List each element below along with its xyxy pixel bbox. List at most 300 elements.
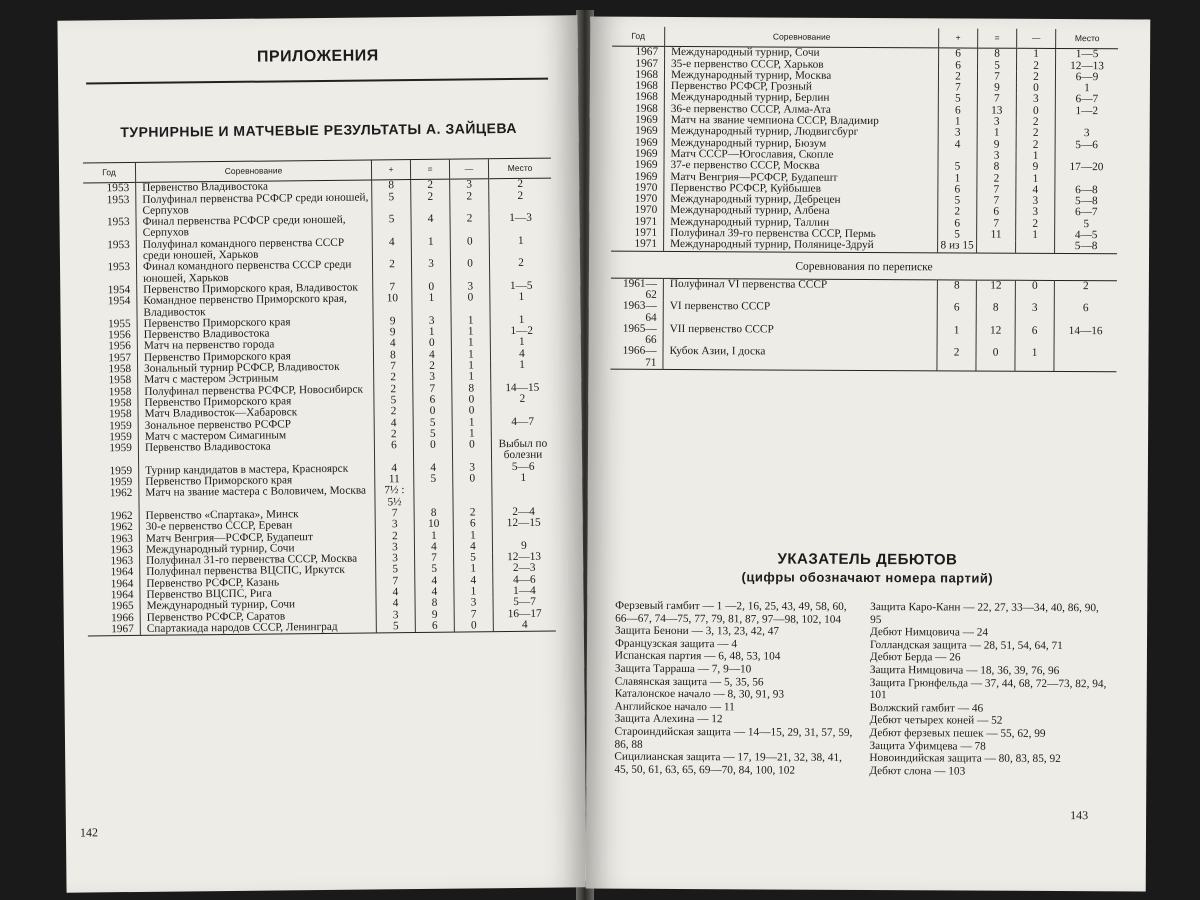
row-year: 1971	[634, 226, 658, 239]
row-place: 1	[491, 360, 554, 372]
row-draws: 5	[414, 474, 453, 486]
correspondence-title: Соревнования по переписке	[611, 250, 1117, 280]
row-competition: Полуфинал 39-го первенства СССР, Пермь	[664, 228, 938, 241]
row-wins: 5	[372, 192, 411, 215]
row-losses: 3	[450, 179, 489, 191]
row-place: 1	[1055, 83, 1118, 95]
row-losses: 3	[453, 462, 492, 474]
row-competition: Матч на первенство города	[137, 339, 373, 353]
row-place: 1	[489, 235, 552, 258]
row-draws: 3	[977, 151, 1016, 163]
row-year: 1969	[634, 147, 658, 160]
continued-table-body	[611, 46, 1118, 252]
row-year: 1962	[110, 521, 133, 534]
col-draws: =	[410, 160, 449, 180]
row-losses: 4	[1016, 185, 1055, 197]
row-losses: 1	[452, 360, 491, 372]
row-year: 1968	[635, 91, 658, 104]
row-competition: Полуфинал первенства РСФСР среди юношей, Серпухов	[136, 192, 372, 217]
row-draws: 7	[977, 71, 1016, 83]
row-losses: 1	[1016, 230, 1055, 242]
index-entry: Сицилианская защита — 17, 19—21, 32, 38, 41, 45, 50, 61, 63, 65, 69—70, 84, 100, 102	[614, 750, 842, 777]
index-entry: Английское начало — 11	[614, 700, 735, 714]
row-place: 17—20	[1055, 162, 1118, 174]
row-wins: 8	[937, 280, 976, 303]
index-entry: Дебют Берда — 26	[869, 651, 961, 664]
row-losses: 3	[451, 281, 490, 293]
row-draws: 4	[412, 349, 451, 361]
row-competition: Полуфинал первенства ВЦСПС, Иркутск	[140, 565, 376, 579]
row-competition: Международный турнир, Таллин	[664, 217, 938, 230]
row-losses: 1	[1015, 348, 1054, 371]
row-wins: 2	[372, 259, 411, 282]
row-wins: 2	[374, 406, 413, 418]
row-losses: 1	[452, 428, 491, 440]
row-place: 2	[491, 394, 554, 406]
row-place: 3	[1055, 128, 1118, 140]
row-place: 2	[489, 178, 552, 190]
row-wins: 6	[938, 218, 977, 230]
row-wins: 5	[374, 395, 413, 407]
row-competition: Матч с мастером Симагиным	[138, 429, 374, 443]
row-competition: Международный турнир, Сочи	[140, 599, 376, 613]
row-year: 1963—64	[622, 299, 657, 324]
row-place: 4—5	[1055, 230, 1118, 242]
row-competition: Матч Венгрия—РСФСР, Будапешт	[664, 171, 938, 184]
row-wins: 5	[938, 229, 977, 241]
row-draws: 7	[977, 94, 1016, 106]
row-competition: Международный турнир, Албена	[664, 205, 938, 218]
row-competition: Финал командного первенства СССР среди юношей, Харьков	[136, 260, 372, 285]
row-wins: 7½ : 5½	[375, 485, 414, 508]
index-entry: Защита Грюнфельда — 37, 44, 68, 72—73, 82, 94, 101	[869, 676, 1107, 702]
row-competition: Финал первенства РСФСР среди юношей, Серпухов	[136, 215, 372, 240]
row-losses: 3	[1016, 94, 1055, 106]
index-entry: Дебют четырех коней — 52	[869, 714, 1003, 728]
row-draws: 7	[977, 218, 1016, 230]
row-place: 9	[492, 540, 555, 552]
row-losses: 0	[454, 620, 493, 632]
table-row	[610, 346, 1116, 371]
row-draws: 3	[411, 259, 450, 282]
row-place: 1	[490, 292, 553, 315]
row-draws: 1	[412, 327, 451, 339]
row-losses: 4	[454, 575, 493, 587]
row-draws: 6	[413, 395, 452, 407]
row-draws: 3	[412, 316, 451, 328]
row-losses: 2	[1016, 128, 1055, 140]
row-draws: 13	[977, 105, 1016, 117]
row-draws: 5	[413, 417, 452, 429]
row-draws: 4	[415, 587, 454, 599]
index-entry: Дебют ферзевых пешек — 55, 62, 99	[869, 726, 1046, 740]
row-year: 1964	[110, 588, 134, 602]
row-place: 4	[493, 619, 556, 631]
right-page	[586, 17, 1151, 892]
row-year: 1966—71	[622, 345, 657, 369]
row-year: 1959	[109, 442, 132, 455]
row-draws: 9	[977, 83, 1016, 95]
row-losses: 1	[454, 564, 493, 576]
row-draws: 7	[977, 196, 1016, 208]
row-year: 1958	[108, 374, 132, 387]
row-draws: 8	[977, 162, 1016, 174]
row-year: 1956	[108, 329, 131, 342]
row-year: 1958	[108, 396, 132, 410]
continued-table	[611, 27, 1118, 253]
row-wins: 9	[373, 327, 412, 339]
row-draws: 8	[976, 303, 1015, 326]
row-wins: 8 из 15	[938, 241, 977, 253]
row-place: 1—5	[490, 281, 553, 293]
row-competition: Международный турнир, Берлин	[664, 92, 938, 105]
row-draws: 7	[413, 383, 452, 395]
row-place: 1—3	[489, 213, 552, 236]
index-entry: Защита Каро-Канн — 22, 27, 33—34, 40, 86, 90, 95	[870, 601, 1099, 626]
row-losses: 0	[452, 405, 491, 417]
row-wins: 4	[375, 463, 414, 475]
row-losses: 2	[1016, 139, 1055, 151]
row-competition: Международный турнир, Москва	[664, 70, 938, 83]
row-draws: 0	[413, 440, 452, 463]
row-wins: 6	[939, 48, 978, 60]
row-place: 5	[1055, 219, 1118, 231]
row-draws: 0	[412, 338, 451, 350]
row-competition: Полуфинал командного первенства СССР среди юношей, Харьков	[136, 237, 372, 262]
row-losses: 2	[450, 213, 489, 236]
row-year: 1970	[634, 181, 658, 194]
row-draws: 3	[977, 117, 1016, 129]
index-entry: Дебют слона — 103	[869, 764, 966, 778]
row-losses: 6	[1015, 326, 1054, 349]
row-year: 1966	[111, 611, 134, 624]
row-wins: 2	[938, 207, 977, 219]
col-losses: —	[449, 159, 488, 179]
results-table-wrap	[83, 158, 556, 637]
row-place: 12—15	[492, 518, 555, 530]
row-losses	[453, 485, 492, 508]
row-losses: 1	[1017, 49, 1056, 61]
header-rule	[86, 78, 548, 85]
row-place: 14—16	[1054, 326, 1117, 349]
results-table-title: ТУРНИРНЫЕ И МАТЧЕВЫЕ РЕЗУЛЬТАТЫ А. ЗАЙЦЕВА	[120, 119, 518, 141]
row-losses: 2	[1016, 219, 1055, 231]
row-place: 5—7	[493, 597, 556, 609]
row-year: 1953	[107, 261, 131, 274]
col-place: Место	[488, 159, 551, 179]
row-competition: Матч Владивосток—Хабаровск	[138, 407, 374, 421]
row-year: 1959	[109, 430, 132, 444]
row-competition: Первенство Владивостока	[136, 180, 372, 194]
row-losses	[1016, 241, 1055, 253]
row-place: 12—13	[493, 552, 556, 564]
openings-index-subtitle: (цифры обозначают номера партий)	[741, 569, 994, 586]
row-place: 2	[489, 258, 552, 281]
openings-index-right-column	[869, 601, 1111, 779]
row-wins: 2	[375, 531, 414, 543]
row-place: 1	[490, 314, 553, 326]
row-wins: 3	[375, 542, 414, 554]
row-draws: 0	[412, 282, 451, 294]
col-wins: +	[939, 28, 978, 48]
row-place: 2—3	[493, 563, 556, 575]
row-wins: 5	[938, 162, 977, 174]
row-wins: 3	[938, 128, 977, 140]
row-wins: 6	[937, 303, 976, 326]
row-draws: 2	[977, 173, 1016, 185]
row-draws: 8	[414, 508, 453, 520]
row-competition: 36-е первенство СССР, Алма-Ата	[664, 104, 938, 117]
row-year: 1959	[109, 419, 132, 432]
index-entry: Защита Тарраша — 7, 9—10	[614, 662, 752, 676]
row-losses: 0	[452, 439, 491, 462]
index-entry: Голландская защита — 28, 51, 54, 64, 71	[869, 638, 1063, 652]
correspondence-table-body	[610, 278, 1116, 372]
row-place: 6—7	[1055, 94, 1118, 106]
col-draws: =	[978, 29, 1017, 49]
row-wins: 4	[376, 598, 415, 610]
row-year: 1967	[635, 46, 659, 59]
row-competition: Полуфинал первенства РСФСР, Новосибирск	[138, 384, 374, 398]
row-draws: 7	[415, 553, 454, 565]
col-year: Год	[83, 163, 136, 183]
row-competition: Матч с мастером Эстриным	[138, 373, 374, 387]
row-place: 12—13	[1056, 61, 1119, 73]
row-competition: Международный турнир, Людвигсбург	[664, 126, 938, 139]
openings-index-title: УКАЗАТЕЛЬ ДЕБЮТОВ	[777, 550, 958, 569]
row-competition: Первенство Приморского края	[139, 474, 375, 488]
col-losses: —	[1017, 29, 1056, 49]
row-year: 1971	[634, 215, 658, 228]
col-wins: +	[371, 160, 410, 180]
row-losses: 1	[451, 315, 490, 327]
row-wins: 1	[938, 173, 977, 185]
row-wins: 2	[938, 71, 977, 83]
row-year: 1967	[635, 57, 659, 70]
row-draws: 11	[977, 230, 1016, 242]
row-wins: 6	[939, 60, 978, 72]
row-wins: 5	[372, 214, 411, 237]
row-wins: 3	[375, 519, 414, 531]
index-entry: Новоиндийская защита — 80, 83, 85, 92	[869, 752, 1061, 766]
row-draws: 2	[411, 191, 450, 214]
row-year: 1968	[635, 79, 658, 93]
row-competition: Зональное первенство РСФСР	[138, 418, 374, 432]
results-table-body	[83, 178, 556, 635]
row-draws: 9	[977, 139, 1016, 151]
row-year: 1957	[108, 351, 132, 364]
row-competition: VII первенство СССР	[663, 324, 937, 348]
page-number: 143	[1070, 808, 1089, 823]
row-wins: 2	[374, 429, 413, 441]
row-draws	[977, 241, 1016, 253]
row-place: 4	[490, 348, 553, 360]
row-place: 6	[1054, 303, 1117, 326]
row-draws: 6	[977, 207, 1016, 219]
row-draws: 5	[978, 60, 1017, 72]
row-competition: VI первенство СССР	[663, 301, 937, 325]
row-wins: 5	[376, 564, 415, 576]
row-draws: 3	[413, 372, 452, 384]
index-entry: Волжский гамбит — 46	[869, 701, 984, 715]
table-row	[88, 619, 556, 635]
results-table	[83, 159, 556, 636]
row-losses: 1	[454, 586, 493, 598]
row-competition: Первенство РСФСР, Куйбышев	[664, 183, 938, 196]
row-year: 1959	[109, 476, 133, 489]
row-competition: Матч на звание мастера с Воловичем, Москва	[139, 486, 375, 511]
row-competition: 37-е первенство СССР, Москва	[664, 160, 938, 173]
row-wins: 5	[938, 196, 977, 208]
row-losses: 0	[1015, 280, 1054, 303]
row-year: 1963	[110, 532, 133, 545]
row-year: 1953	[107, 238, 130, 252]
row-year: 1963	[110, 555, 134, 568]
row-draws: 5	[415, 564, 454, 576]
row-losses: 1	[451, 338, 490, 350]
index-entry: Защита Уфимцева — 78	[869, 739, 986, 753]
row-competition: Полуфинал 31-го первенства СССР, Москва	[140, 554, 376, 568]
row-wins: 2	[374, 372, 413, 384]
row-year: 1964	[110, 577, 134, 590]
row-draws: 12	[976, 280, 1015, 303]
row-wins: 6	[938, 105, 977, 117]
row-wins: 4	[373, 339, 412, 351]
row-place	[1054, 348, 1117, 371]
row-wins: 1	[938, 116, 977, 128]
row-draws: 4	[411, 214, 450, 237]
row-year: 1968	[635, 102, 658, 115]
row-competition: Международный турнир, Сочи	[139, 542, 375, 556]
row-competition: Зональный турнир РСФСР, Владивосток	[138, 362, 374, 376]
page-number: 142	[79, 825, 99, 840]
col-year: Год	[612, 27, 665, 47]
row-place: 14—15	[491, 382, 554, 394]
row-wins: 2	[937, 348, 976, 371]
row-competition: Полуфинал VI первенства СССР	[663, 278, 937, 303]
row-wins: 7	[375, 508, 414, 520]
row-place: 6—9	[1055, 72, 1118, 84]
row-draws: 8	[415, 598, 454, 610]
row-year: 1970	[634, 204, 658, 217]
row-draws: 1	[414, 530, 453, 542]
row-draws	[414, 485, 453, 508]
row-wins: 3	[376, 610, 415, 622]
openings-index-left-column	[614, 600, 856, 778]
row-draws: 1	[977, 128, 1016, 140]
row-year: 1969	[635, 125, 658, 138]
row-year: 1969	[634, 159, 658, 172]
row-year: 1967	[111, 622, 134, 636]
row-losses: 7	[454, 609, 493, 621]
row-year: 1961—62	[622, 277, 657, 301]
row-competition: Международный турнир, Сочи	[665, 47, 939, 60]
row-losses: 1	[451, 349, 490, 361]
row-competition: Первенство Приморского края	[138, 395, 374, 409]
index-entry: Каталонское начало — 8, 30, 91, 93	[614, 687, 785, 701]
row-place: 6—7	[1055, 207, 1118, 219]
row-place: 1	[490, 337, 553, 349]
row-losses: 1	[452, 417, 491, 429]
row-year: 1953	[106, 216, 130, 229]
row-place: 1—2	[1055, 106, 1118, 118]
row-year: 1965—66	[622, 322, 657, 347]
row-competition: Матч СССР—Югославия, Скопле	[664, 149, 938, 162]
row-wins: 5	[376, 621, 415, 633]
row-losses: 5	[454, 552, 493, 564]
appendix-header: ПРИЛОЖЕНИЯ	[256, 47, 379, 66]
index-entry: Защита Бенони — 3, 13, 23, 42, 47	[615, 624, 780, 638]
row-place: Выбыл по болезни	[491, 439, 554, 462]
row-wins: 8	[372, 180, 411, 192]
row-losses: 1	[1016, 173, 1055, 185]
row-year: 1971	[634, 238, 658, 251]
row-draws: 2	[413, 361, 452, 373]
row-competition: Первенство «Спартака», Минск	[139, 508, 375, 522]
row-year: 1964	[110, 566, 134, 579]
row-year: 1959	[109, 464, 133, 477]
row-competition: Первенство Приморского края, Владивосток	[137, 282, 373, 296]
row-competition: Международный турнир, Полянице-Здруй	[664, 239, 938, 252]
index-entry: Испанская партия — 6, 48, 53, 104	[614, 650, 781, 663]
row-place: 4—6	[493, 574, 556, 586]
row-year: 1953	[106, 182, 130, 195]
row-losses: 1	[452, 372, 491, 384]
row-losses: 6	[453, 518, 492, 530]
row-year: 1954	[107, 283, 131, 297]
row-competition: Первенство Владивостока	[138, 441, 374, 466]
row-place: 5—8	[1055, 196, 1118, 208]
row-wins: 7	[374, 361, 413, 373]
row-draws: 1	[411, 236, 450, 259]
row-draws: 4	[414, 462, 453, 474]
row-place: 1—4	[493, 586, 556, 598]
row-competition: Первенство РСФСР, Саратов	[140, 610, 376, 624]
row-draws: 8	[978, 48, 1017, 60]
row-draws: 2	[411, 179, 450, 191]
row-wins: 3	[376, 553, 415, 565]
row-losses: 0	[1016, 106, 1055, 118]
row-competition: Первенство Приморского края	[137, 350, 373, 364]
row-draws: 0	[413, 406, 452, 418]
row-place: 1	[492, 473, 555, 485]
row-losses: 0	[451, 292, 490, 315]
row-place: 5—8	[1055, 241, 1118, 253]
row-competition: Первенство РСФСР, Грозный	[664, 81, 938, 94]
row-losses: 9	[1016, 162, 1055, 174]
row-losses: 1	[1016, 151, 1055, 163]
row-year: 1958	[108, 385, 132, 398]
row-place: 1—5	[1056, 49, 1119, 61]
row-place: 6—8	[1055, 185, 1118, 197]
left-page	[57, 15, 586, 892]
row-competition: Спартакиада народов СССР, Ленинград	[140, 621, 376, 635]
row-competition: Матч на звание чемпиона СССР, Владимир	[664, 115, 938, 128]
row-draws: 9	[415, 609, 454, 621]
row-losses: 8	[452, 383, 491, 395]
row-wins: 1	[937, 325, 976, 348]
row-losses: 2	[450, 191, 489, 214]
col-competition: Соревнование	[665, 27, 939, 48]
row-losses: 2	[1017, 60, 1056, 72]
row-place: 2	[1054, 280, 1117, 303]
row-competition: Международный турнир, Бюзум	[664, 138, 938, 151]
row-place: 2	[489, 190, 552, 213]
row-wins: 7	[373, 282, 412, 294]
row-competition: 35-е первенство СССР, Харьков	[665, 59, 939, 72]
index-entry: Французская защита — 4	[614, 637, 738, 651]
row-year: 1954	[107, 295, 131, 308]
